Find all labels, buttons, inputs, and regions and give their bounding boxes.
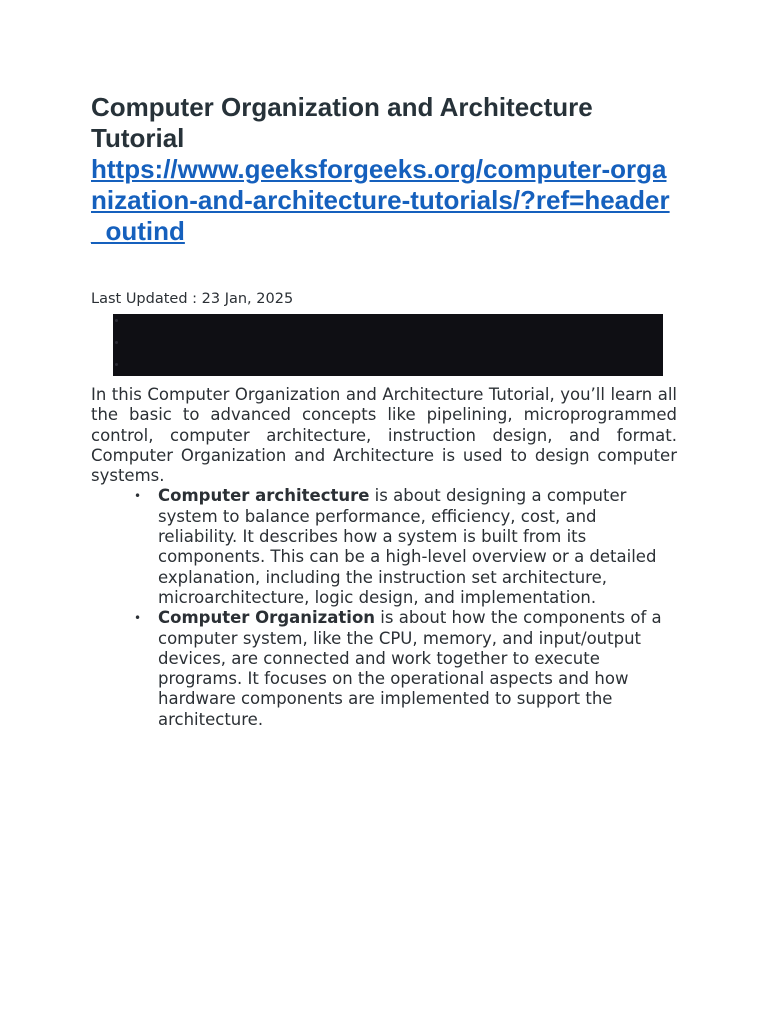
bullet-icon: • [134, 489, 142, 504]
last-updated: Last Updated : 23 Jan, 2025 [91, 291, 294, 307]
article-url-link[interactable]: https://www.geeksforgeeks.org/computer-organization-and-architecture-tutorials/?ref=header_outind [91, 154, 670, 246]
page-title: Computer Organization and Architecture Tutorial [91, 92, 593, 153]
list-item [134, 486, 677, 608]
bullet-icon: • [134, 611, 142, 626]
list-item [134, 608, 677, 730]
dot-marker [115, 341, 118, 344]
dark-banner [113, 314, 663, 376]
article-title [91, 92, 677, 247]
intro-paragraph: In this Computer Organization and Architecture Tutorial, you’ll learn all the basic to advanced concepts like pipelining, microprogrammed control, computer architecture, instruction design, and format. Computer Organization and Architecture is used to design computer systems. [91, 385, 677, 486]
list-item-text: is about designing a computer system to balance performance, efficiency, cost, and reliability. It describes how a system is built from its components. This can be a high-level overview or a detailed explanation, including the instruction set architecture, microarchitecture, logic design, and implementation. [158, 486, 657, 607]
dot-marker [115, 319, 118, 322]
list-item-text: is about how the components of a computer system, like the CPU, memory, and input/output devices, are connected and work together to execute programs. It focuses on the operational aspects and how hardware components are implemented to support the architecture. [158, 608, 662, 729]
term-computer-architecture: Computer architecture [158, 486, 370, 506]
term-computer-organization: Computer Organization [158, 608, 376, 628]
bullet-list [91, 486, 677, 730]
dot-marker [115, 363, 118, 366]
